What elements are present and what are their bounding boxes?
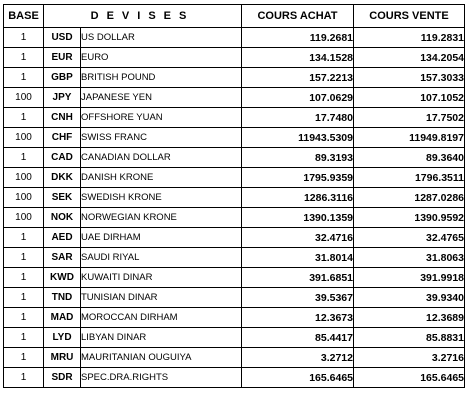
currency-code: MRU bbox=[44, 348, 81, 368]
base-cell: 1 bbox=[4, 308, 44, 328]
cours-achat-cell: 11943.5309 bbox=[242, 128, 354, 148]
currency-name: SAUDI RIYAL bbox=[81, 248, 242, 268]
cours-vente-cell: 85.8831 bbox=[354, 328, 465, 348]
table-row bbox=[4, 108, 465, 128]
cours-vente-cell: 31.8063 bbox=[354, 248, 465, 268]
cours-vente-cell: 11949.8197 bbox=[354, 128, 465, 148]
currency-code: USD bbox=[44, 28, 81, 48]
table-row bbox=[4, 208, 465, 228]
currency-name: SWISS FRANC bbox=[81, 128, 242, 148]
table-row bbox=[4, 148, 465, 168]
currency-code: DKK bbox=[44, 168, 81, 188]
cours-achat-cell: 3.2712 bbox=[242, 348, 354, 368]
cours-achat-cell: 157.2213 bbox=[242, 68, 354, 88]
cours-vente-cell: 32.4765 bbox=[354, 228, 465, 248]
currency-code: TND bbox=[44, 288, 81, 308]
currency-name: MAURITANIAN OUGUIYA bbox=[81, 348, 242, 368]
cours-achat-cell: 89.3193 bbox=[242, 148, 354, 168]
cours-achat-cell: 391.6851 bbox=[242, 268, 354, 288]
currency-code: SEK bbox=[44, 188, 81, 208]
currency-name: TUNISIAN DINAR bbox=[81, 288, 242, 308]
currency-name: CANADIAN DOLLAR bbox=[81, 148, 242, 168]
cours-vente-cell: 3.2716 bbox=[354, 348, 465, 368]
cours-vente-cell: 1796.3511 bbox=[354, 168, 465, 188]
currency-code: KWD bbox=[44, 268, 81, 288]
cours-achat-cell: 17.7480 bbox=[242, 108, 354, 128]
currency-code: CNH bbox=[44, 108, 81, 128]
table-row bbox=[4, 68, 465, 88]
exchange-rates-table bbox=[3, 4, 465, 388]
base-cell: 1 bbox=[4, 108, 44, 128]
currency-code: NOK bbox=[44, 208, 81, 228]
base-cell: 1 bbox=[4, 368, 44, 388]
cours-achat-cell: 85.4417 bbox=[242, 328, 354, 348]
cours-vente-cell: 12.3689 bbox=[354, 308, 465, 328]
table-row bbox=[4, 128, 465, 148]
base-cell: 100 bbox=[4, 188, 44, 208]
cours-achat-cell: 134.1528 bbox=[242, 48, 354, 68]
currency-name: SWEDISH KRONE bbox=[81, 188, 242, 208]
currency-name: OFFSHORE YUAN bbox=[81, 108, 242, 128]
cours-achat-cell: 32.4716 bbox=[242, 228, 354, 248]
cours-achat-cell: 1795.9359 bbox=[242, 168, 354, 188]
table-row bbox=[4, 328, 465, 348]
base-cell: 1 bbox=[4, 148, 44, 168]
table-row bbox=[4, 288, 465, 308]
currency-name: JAPANESE YEN bbox=[81, 88, 242, 108]
currency-code: AED bbox=[44, 228, 81, 248]
table-row bbox=[4, 168, 465, 188]
cours-vente-cell: 39.9340 bbox=[354, 288, 465, 308]
currency-code: GBP bbox=[44, 68, 81, 88]
currency-name: MOROCCAN DIRHAM bbox=[81, 308, 242, 328]
currency-name: US DOLLAR bbox=[81, 28, 242, 48]
cours-vente-cell: 391.9918 bbox=[354, 268, 465, 288]
header-devises: DEVISES bbox=[44, 5, 242, 28]
currency-name: LIBYAN DINAR bbox=[81, 328, 242, 348]
currency-code: CAD bbox=[44, 148, 81, 168]
table-row bbox=[4, 308, 465, 328]
table-row bbox=[4, 248, 465, 268]
currency-name: NORWEGIAN KRONE bbox=[81, 208, 242, 228]
cours-vente-cell: 119.2831 bbox=[354, 28, 465, 48]
base-cell: 1 bbox=[4, 28, 44, 48]
header-cours-vente: COURS VENTE bbox=[354, 5, 465, 28]
cours-vente-cell: 89.3640 bbox=[354, 148, 465, 168]
cours-achat-cell: 165.6465 bbox=[242, 368, 354, 388]
currency-code: CHF bbox=[44, 128, 81, 148]
base-cell: 1 bbox=[4, 248, 44, 268]
currency-code: JPY bbox=[44, 88, 81, 108]
base-cell: 1 bbox=[4, 68, 44, 88]
header-cours-achat: COURS ACHAT bbox=[242, 5, 354, 28]
currency-name: BRITISH POUND bbox=[81, 68, 242, 88]
table-row bbox=[4, 88, 465, 108]
cours-achat-cell: 1390.1359 bbox=[242, 208, 354, 228]
cours-vente-cell: 107.1052 bbox=[354, 88, 465, 108]
table-row bbox=[4, 368, 465, 388]
base-cell: 1 bbox=[4, 268, 44, 288]
base-cell: 1 bbox=[4, 48, 44, 68]
table-row bbox=[4, 28, 465, 48]
base-cell: 1 bbox=[4, 288, 44, 308]
header-row bbox=[4, 5, 465, 28]
base-cell: 100 bbox=[4, 128, 44, 148]
currency-code: MAD bbox=[44, 308, 81, 328]
cours-achat-cell: 107.0629 bbox=[242, 88, 354, 108]
cours-vente-cell: 1287.0286 bbox=[354, 188, 465, 208]
currency-name: SPEC.DRA.RIGHTS bbox=[81, 368, 242, 388]
base-cell: 100 bbox=[4, 168, 44, 188]
cours-vente-cell: 17.7502 bbox=[354, 108, 465, 128]
base-cell: 100 bbox=[4, 88, 44, 108]
currency-code: EUR bbox=[44, 48, 81, 68]
table-row bbox=[4, 268, 465, 288]
cours-achat-cell: 39.5367 bbox=[242, 288, 354, 308]
base-cell: 1 bbox=[4, 328, 44, 348]
currency-code: SDR bbox=[44, 368, 81, 388]
cours-vente-cell: 1390.9592 bbox=[354, 208, 465, 228]
base-cell: 1 bbox=[4, 228, 44, 248]
currency-name: DANISH KRONE bbox=[81, 168, 242, 188]
base-cell: 100 bbox=[4, 208, 44, 228]
currency-code: SAR bbox=[44, 248, 81, 268]
currency-name: KUWAITI DINAR bbox=[81, 268, 242, 288]
cours-vente-cell: 165.6465 bbox=[354, 368, 465, 388]
table-row bbox=[4, 188, 465, 208]
base-cell: 1 bbox=[4, 348, 44, 368]
cours-achat-cell: 119.2681 bbox=[242, 28, 354, 48]
table-row bbox=[4, 48, 465, 68]
table-row bbox=[4, 348, 465, 368]
currency-code: LYD bbox=[44, 328, 81, 348]
cours-achat-cell: 1286.3116 bbox=[242, 188, 354, 208]
currency-name: EURO bbox=[81, 48, 242, 68]
cours-achat-cell: 12.3673 bbox=[242, 308, 354, 328]
cours-achat-cell: 31.8014 bbox=[242, 248, 354, 268]
table-row bbox=[4, 228, 465, 248]
header-base: BASE bbox=[4, 5, 44, 28]
cours-vente-cell: 134.2054 bbox=[354, 48, 465, 68]
currency-name: UAE DIRHAM bbox=[81, 228, 242, 248]
cours-vente-cell: 157.3033 bbox=[354, 68, 465, 88]
